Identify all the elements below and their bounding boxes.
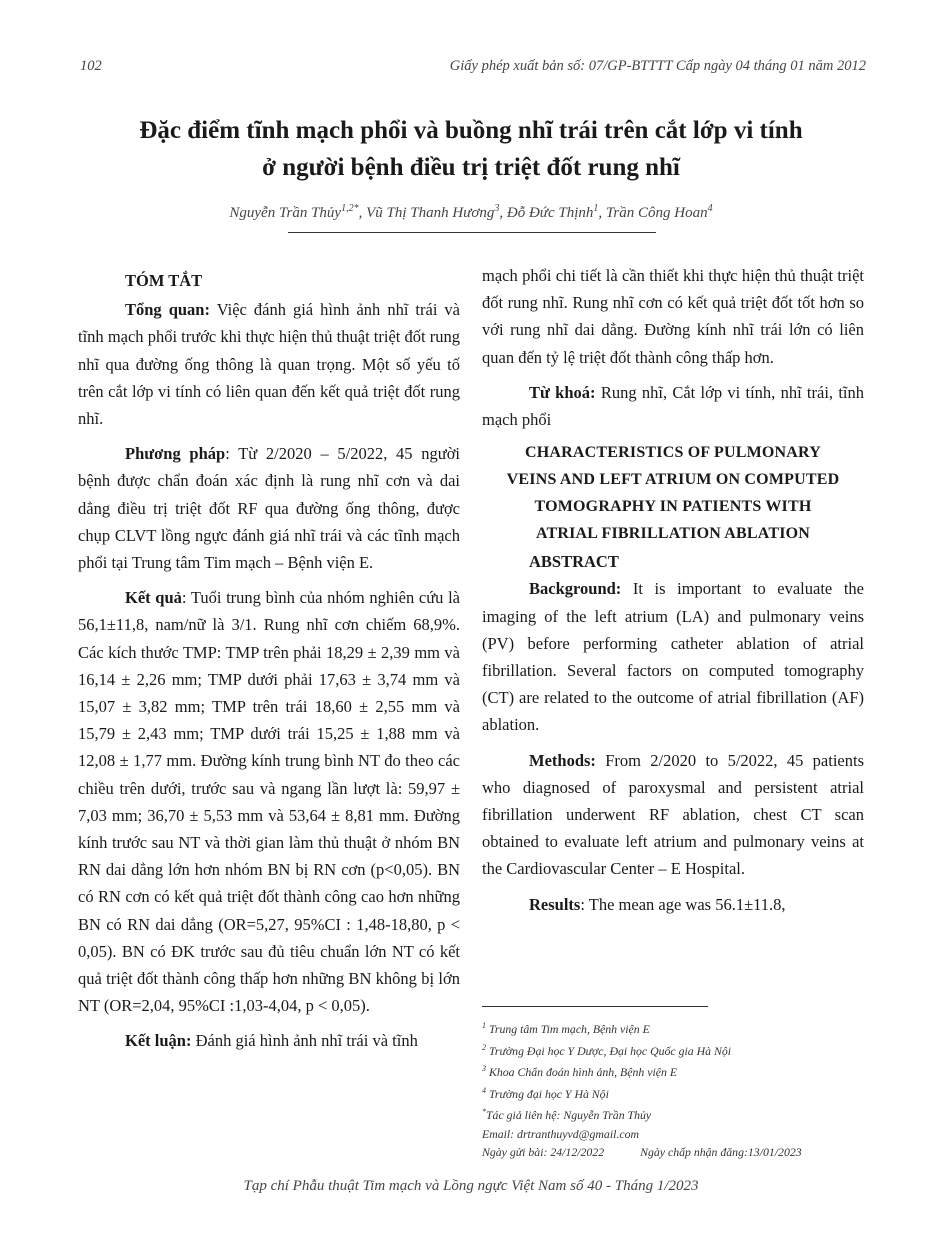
title-line-2: ở người bệnh điều trị triệt đốt rung nhĩ	[262, 154, 680, 181]
overview-paragraph	[78, 296, 460, 432]
background-text: It is important to evaluate the imaging of the left atrium (LA) and pulmonary veins (PV) before performing catheter ablation of atrial fibrillation. Several factors on computed tomography (CT) are related to the outcome of atrial fibrillation (AF) ablation.	[482, 579, 864, 735]
author-affiliation-mark: 3	[494, 203, 500, 214]
author-name: Nguyễn Trần Thủy	[229, 205, 342, 221]
author-list: Nguyễn Trần Thủy$^{1,2*}$, Vũ Thị Thanh Hương$^3$, Đỗ Đức Thịnh$^1$, Trần Công Hoan$^4$	[229, 203, 713, 221]
summary-heading: TÓM TẮT	[125, 271, 203, 290]
affiliation-1: $^1$ Trung tâm Tim mạch, Bệnh viện E	[482, 1021, 650, 1036]
conclusion-text: Đánh giá hình ảnh nhĩ trái và tĩnh	[191, 1031, 418, 1051]
footnotes	[482, 1017, 882, 1162]
author-name: Trần Công Hoan	[605, 205, 708, 221]
background-paragraph	[482, 575, 864, 738]
received-date: Ngày gửi bài: 24/12/2022	[482, 1145, 605, 1160]
results-text: : Tuổi trung bình của nhóm nghiên cứu là 56,1±11,8, nam/nữ là 3/1. Rung nhĩ cơn chiếm 68,9%. Các kích thước TMP: TMP trên phải 18,29 ± 2,39 mm và 16,14 ± 2,26 mm; TMP dưới phải 17,63 ± 3,74 mm và 15,07 ± 3,82 mm; TMP trên trái 18,60 ± 2,55 mm và 15,79 ± 2,43 mm; TMP dưới trái 15,25 ± 1,88 mm và 12,08 ± 1,77 mm. Đường kính trung bình NT đo theo các chiều trên dưới, trước sau và ngang lần lượt là: 59,97 ± 7,03 mm; 36,70 ± 5,53 mm và 53,64 ± 8,81 mm. Đường kính trước sau NT và thời gian làm thủ thuật ở nhóm BN RN dai dẳng lớn hơn nhóm BN bị RN cơn (p<0,05). BN có RN cơn có kết quả triệt đốt thành công cao hơn những BN có RN dai dẳng (OR=5,27, 95%CI : 1,48-18,80, p < 0,05). BN có ĐK trước sau đủ tiêu chuẩn lớn NT có kết quả triệt đốt thành công thấp hơn những BN không bị lớn NT (OR=2,04, 95%CI :1,03-4,04, p < 0,05).	[78, 588, 460, 1016]
author-name: Đỗ Đức Thịnh	[506, 205, 594, 221]
email-line: Email: drtranthuyvd@gmail.com	[482, 1126, 639, 1141]
title-divider	[288, 232, 656, 233]
conclusion-label: Kết luận:	[125, 1031, 192, 1051]
methods-en-label: Methods:	[529, 750, 596, 770]
affiliation-3: $^3$ Khoa Chẩn đoán hình ảnh, Bệnh viện E	[482, 1064, 678, 1079]
keywords-label: Từ khoá:	[529, 382, 596, 402]
right-column	[482, 262, 864, 918]
left-column	[78, 267, 460, 1055]
english-title-line: TOMOGRAPHY IN PATIENTS WITH	[534, 498, 812, 516]
results-label: Kết quả	[125, 588, 182, 608]
conclusion-paragraph	[78, 1027, 460, 1054]
methods-label: Phương pháp	[125, 444, 226, 464]
dates-line	[482, 1143, 882, 1162]
license-line: Giấy phép xuất bản số: 07/GP-BTTTT Cấp ngày 04 tháng 01 năm 2012	[449, 58, 866, 74]
abstract-heading: ABSTRACT	[529, 552, 619, 572]
english-title-line: ATRIAL FIBRILLATION ABLATION	[535, 525, 811, 543]
results-en-label: Results	[529, 894, 581, 914]
methods-en-text: From 2/2020 to 5/2022, 45 patients who diagnosed of paroxysmal and persistent atrial fibrillation underwent RF ablation, chest CT scan obtained to evaluate left atrium and pulmonary veins at the Cardiovascular Center – E Hospital.	[482, 750, 864, 879]
conclusion-continued: mạch phổi chi tiết là cần thiết khi thực hiện thủ thuật triệt đốt rung nhĩ. Rung nhĩ cơn có kết quả triệt đốt tốt hơn so với rung nhĩ dai dẳng. Đường kính nhĩ trái lớn có liên quan đến tỷ lệ triệt đốt thành công thấp hơn.	[482, 266, 864, 367]
author-affiliation-mark: 1	[593, 203, 599, 214]
journal-footer: Tạp chí Phẫu thuật Tim mạch và Lồng ngực Việt Nam số 40 - Tháng 1/2023	[243, 1178, 699, 1194]
title-line-1: Đặc điểm tĩnh mạch phổi và buồng nhĩ trái trên cắt lớp vi tính	[139, 117, 803, 144]
article-title	[40, 112, 902, 186]
footnote-divider	[482, 1006, 708, 1007]
methods-paragraph	[78, 440, 460, 576]
results-paragraph	[78, 584, 460, 1019]
methods-en-paragraph	[482, 747, 864, 883]
overview-label: Tổng quan:	[125, 300, 210, 320]
results-en-text: : The mean age was 56.1±11.8,	[580, 894, 786, 914]
overview-text: Việc đánh giá hình ảnh nhĩ trái và tĩnh mạch phổi trước khi thực hiện thủ thuật triệt đốt rung nhĩ qua đường ống thông là quan trọng. Một số yếu tố trên cắt lớp vi tính có liên quan đến kết quả triệt đốt rung nhĩ.	[78, 300, 460, 429]
keywords-text: Rung nhĩ, Cắt lớp vi tính, nhĩ trái, tĩnh mạch phổi	[482, 382, 864, 430]
methods-text: : Từ 2/2020 – 5/2022, 45 người bệnh được chẩn đoán xác định là rung nhĩ cơn và dai dẳng điều trị triệt đốt RF qua đường ống thông, được chụp CLVT lồng ngực đánh giá nhĩ trái và các tĩnh mạch phổi tại Trung tâm Tim mạch – Bệnh viện E.	[78, 444, 460, 573]
author-name: Vũ Thị Thanh Hương	[366, 205, 495, 221]
affiliation-4: $^4$ Trường đại học Y Hà Nội	[482, 1085, 609, 1101]
affiliation-2: $^2$ Trường Đại học Y Dược, Đại học Quốc gia Hà Nội	[482, 1042, 732, 1058]
results-en-paragraph	[482, 891, 864, 918]
english-title-line: CHARACTERISTICS OF PULMONARY	[524, 444, 822, 462]
running-header	[80, 58, 866, 80]
author-affiliation-mark: 4	[707, 203, 713, 214]
page-number: 102	[80, 58, 102, 74]
corresponding-author: *Tác giả liên hệ: Nguyễn Trần Thủy	[482, 1107, 652, 1122]
keywords-paragraph	[482, 379, 864, 433]
english-title-line: VEINS AND LEFT ATRIUM ON COMPUTED	[506, 471, 840, 489]
english-title	[482, 439, 864, 547]
author-affiliation-mark: 1,2*	[341, 203, 359, 214]
background-label: Background:	[529, 579, 622, 599]
accepted-date: Ngày chấp nhận đăng:13/01/2023	[640, 1145, 802, 1160]
